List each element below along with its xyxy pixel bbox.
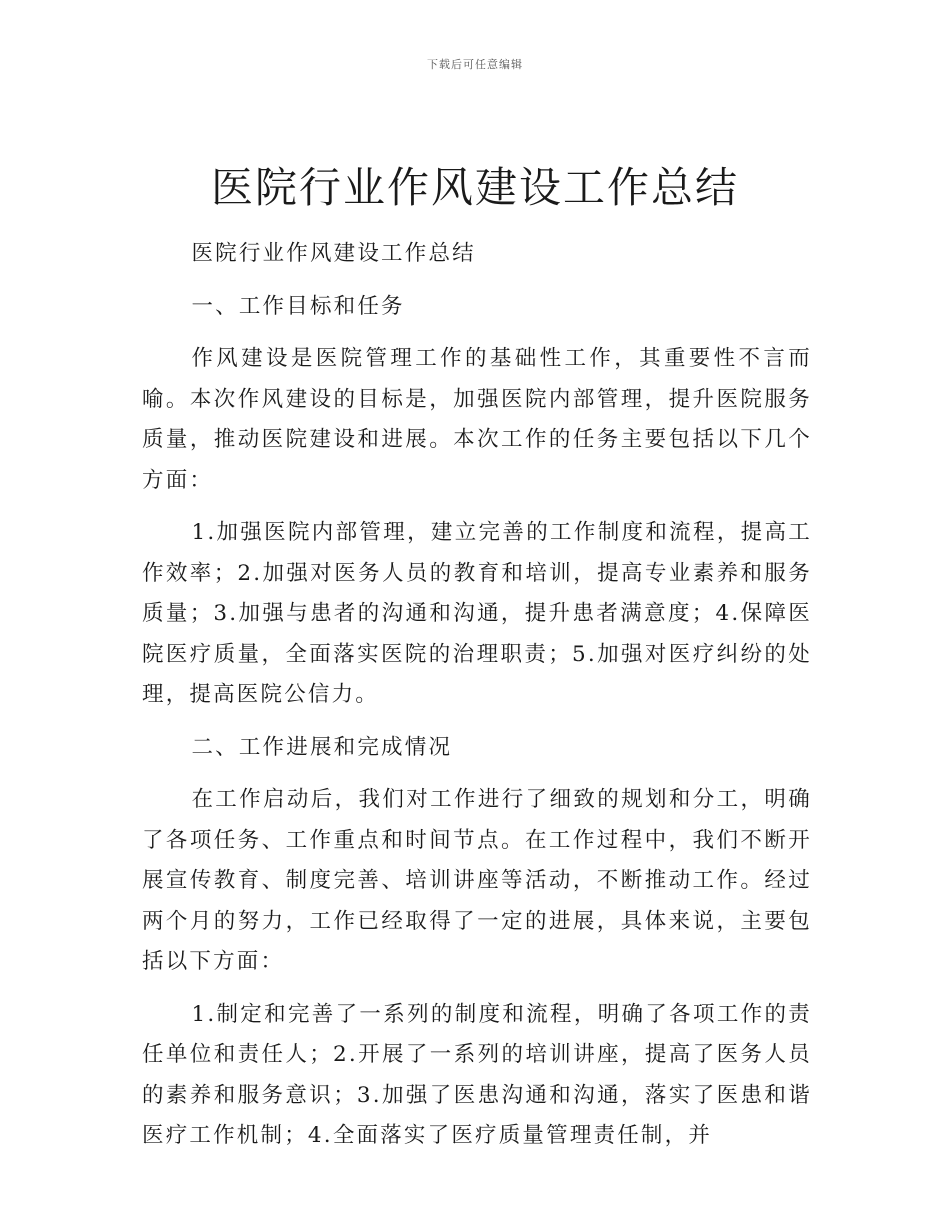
paragraph: 作风建设是医院管理工作的基础性工作，其重要性不言而喻。本次作风建设的目标是，加强医院内部管理，提升医院服务质量，推动医院建设和进展。本次工作的任务主要包括以下几个方面： (142, 346, 812, 493)
section-heading-2: 二、工作进展和完成情况 (191, 734, 453, 760)
paragraph: 1.制定和完善了一系列的制度和流程，明确了各项工作的责任单位和责任人；2.开展了一系列的培训讲座，提高了医务人员的素养和服务意识；3.加强了医患沟通和沟通，落实了医患和谐医疗工作机制；4.全面落实了医疗质量管理责任制，并 (142, 1001, 812, 1148)
section-heading-1: 一、工作目标和任务 (191, 293, 405, 319)
paragraph: 1.加强医院内部管理，建立完善的工作制度和流程，提高工作效率；2.加强对医务人员的教育和培训，提高专业素养和服务质量；3.加强与患者的沟通和沟通，提升患者满意度；4.保障医院医疗质量，全面落实医院的治理职责；5.加强对医疗纠纷的处理，提高医院公信力。 (142, 520, 812, 707)
paragraph: 在工作启动后，我们对工作进行了细致的规划和分工，明确了各项任务、工作重点和时间节点。在工作过程中，我们不断开展宣传教育、制度完善、培训讲座等活动，不断推动工作。经过两个月的努力，工作已经取得了一定的进展，具体来说，主要包括以下方面： (142, 787, 812, 974)
header-note: 下载后可任意编辑 (427, 58, 523, 71)
paragraph-subtitle: 医院行业作风建设工作总结 (191, 241, 476, 266)
document-body (142, 234, 812, 1169)
document-title: 医院行业作风建设工作总结 (210, 163, 739, 212)
